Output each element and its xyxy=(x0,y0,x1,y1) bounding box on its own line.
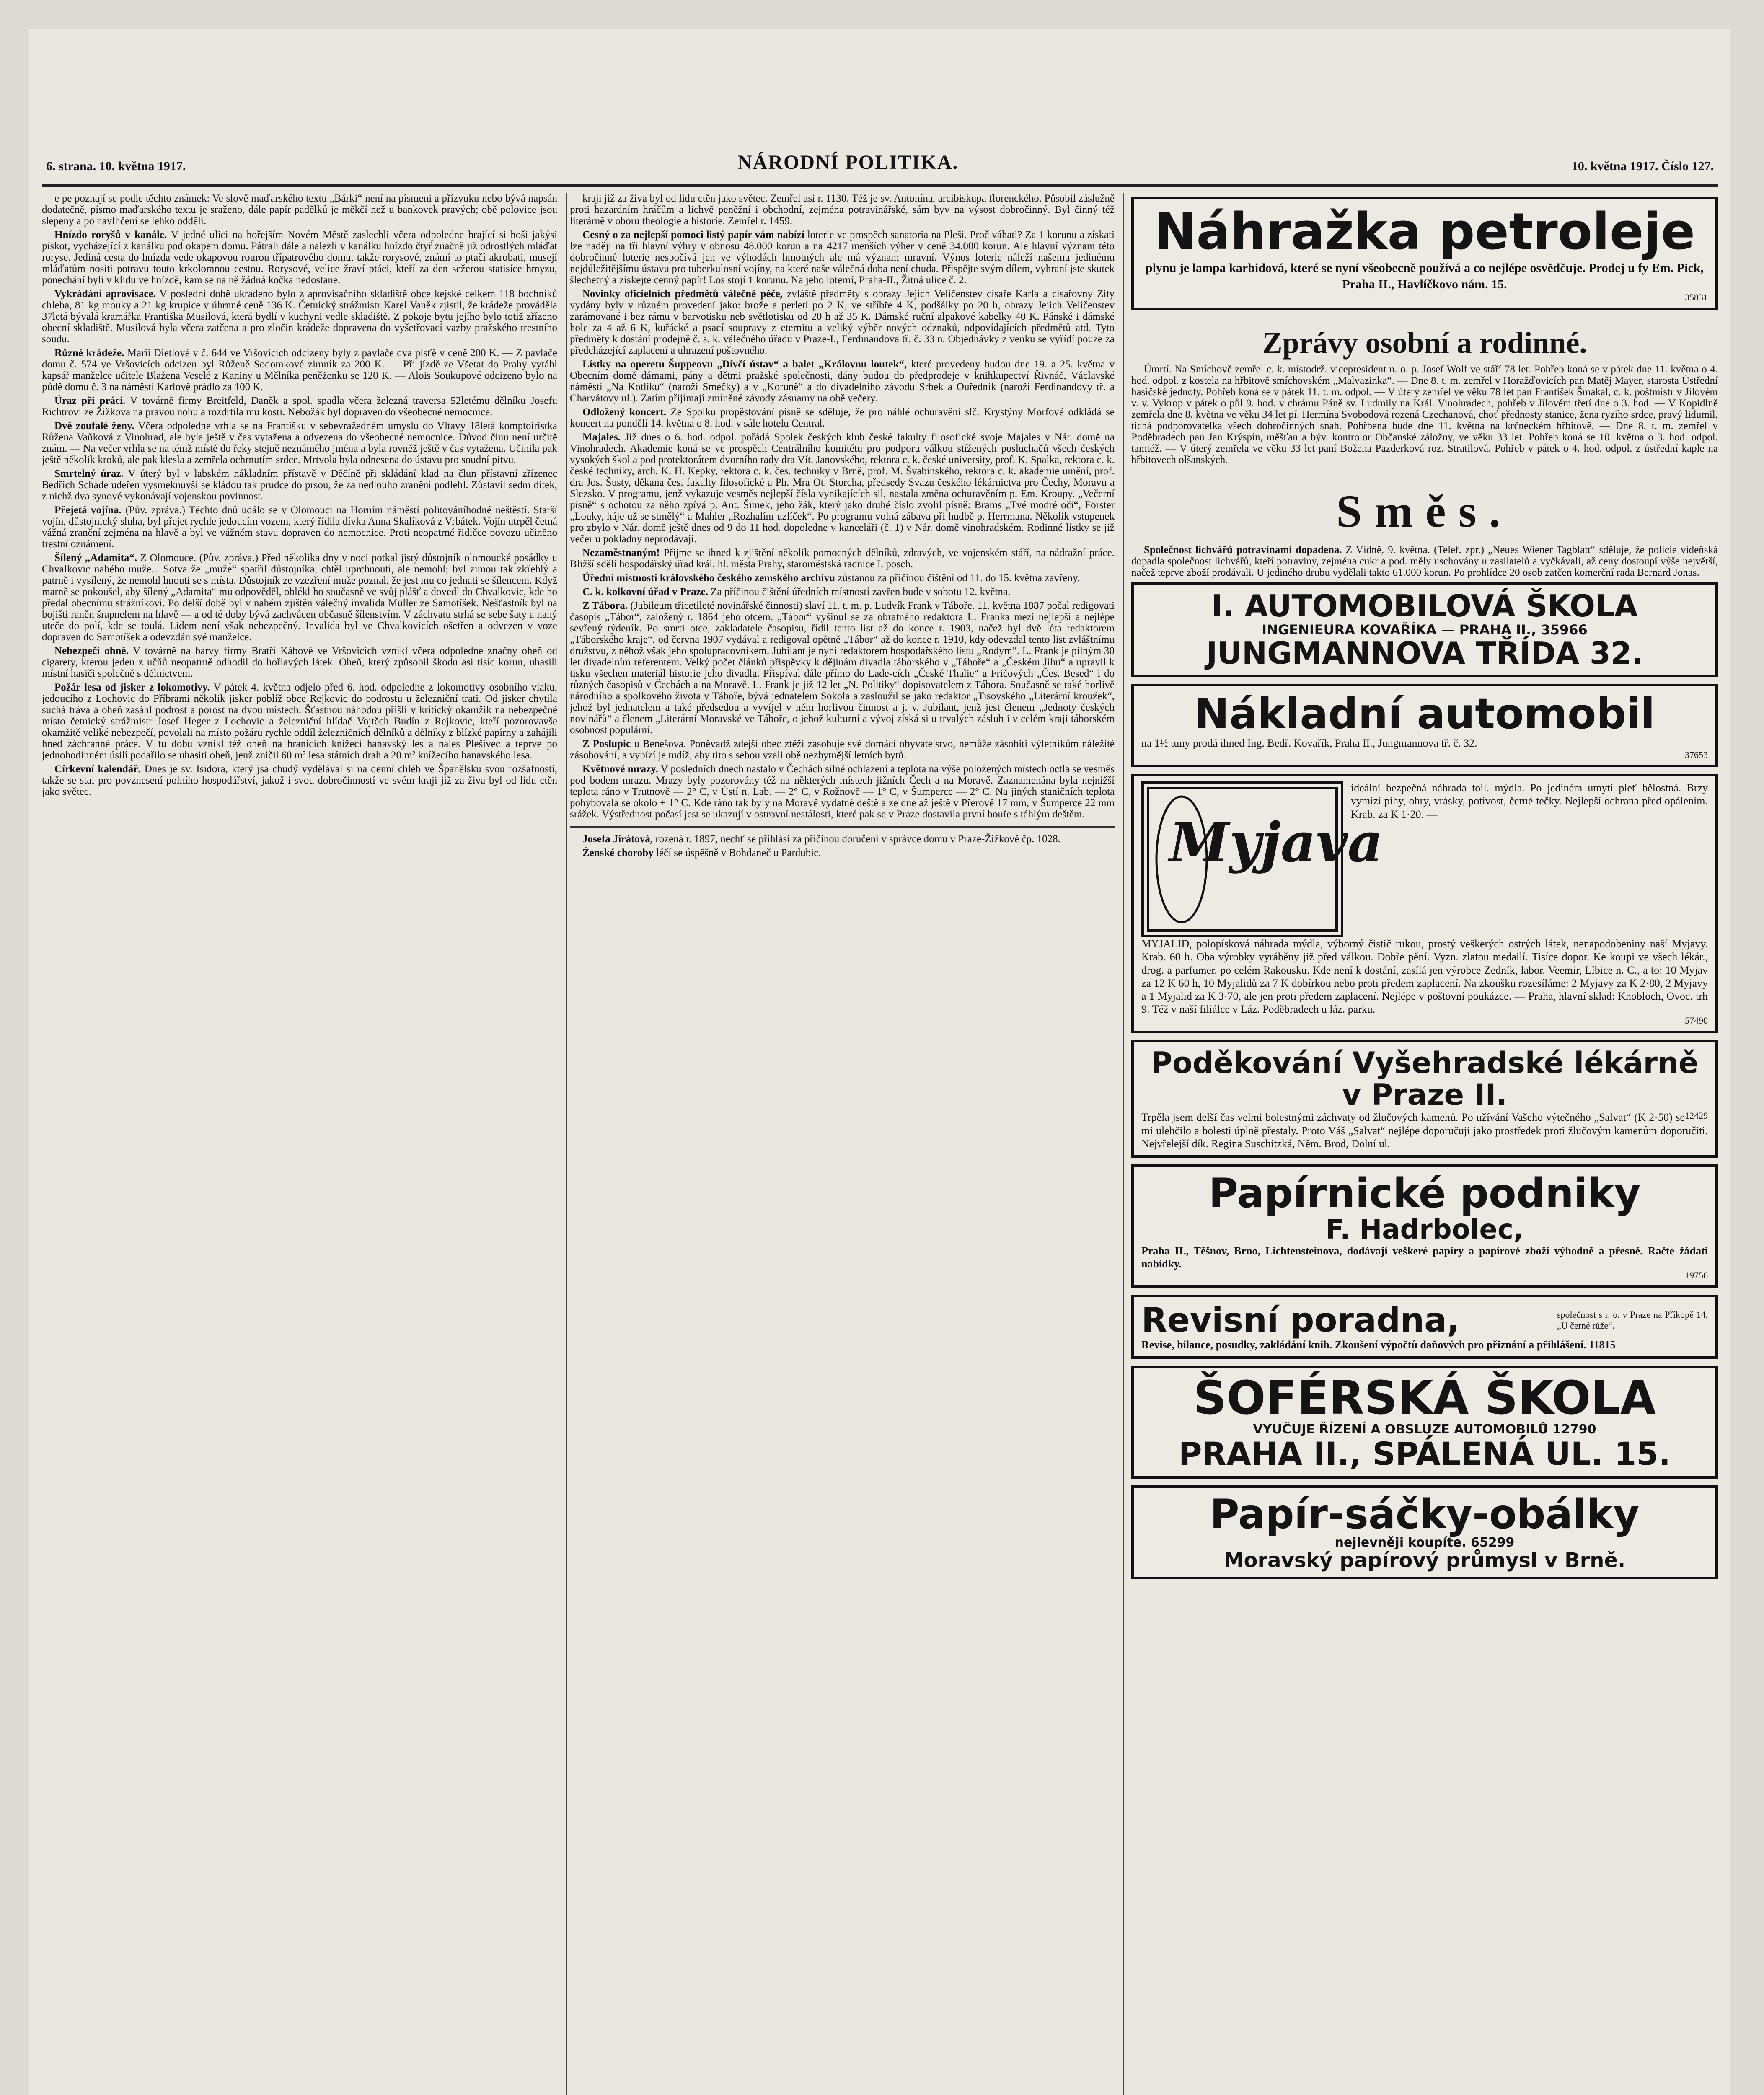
article-text: V továrně na barvy firmy Bratří Kábové ve Vršovicích vznikl včera odpoledne značný oheň od cigarety, kterou jeden z učňů neopatrně odhodil do hořlavých látek. Oheň, který způsobil škodu asi tisíc korun, uhasili místní hasiči společně s dělnictvem. xyxy=(42,645,557,679)
article-title: Úřední místnosti královského českého zemského archivu xyxy=(582,572,835,584)
ad-vysehrad-pharmacy xyxy=(1131,1040,1718,1158)
article xyxy=(570,586,1115,597)
article xyxy=(42,468,557,502)
article-text: Úmrtí. Na Smíchově zemřel c. k. místodrž. vicepresident n. o. p. Josef Wolf ve stáří 78 let. Pohřeb koná se v pátek dne 11. května o 4. hod. odpol. z kostela na hřbitově smíchovském „Malvazinka“. — Dne 8. t. m. zemřel v Horažďovicích pan Matěj Mayer, starosta Ústřední hasičské jednoty. Pohřeb koná se v pátek 11. t. m. odpol. — V úterý zemřel ve věku 78 let pan František Šmakal, c. k. poštmistr v Jílovém v. v. Vykrop v pátek o půl 9. hod. v chrámu Páně sv. Ludmily na Král. Vinohradech, pohřeb v Jílovém třetí dne o 3. hod. — V Kopidlně zemřela dne 8. května ve věku 34 let pí. Hermína Svobodová rozená Czechanová, choť přednosty stanice, žena ryzího srdce, pravý lidumil, tichá podporovatelka všech dobročinných snah. Pohřbena bude dne 11. května na krčneckém hřbitově. — Dne 8. t. m. zemřel v Poděbradech pan Jan Krýspín, měšťan a býv. kontrolor Občanské záložny, ve věku 33 let. Pohřeb koná se 10. května o 3. hod. odpol. tamtéž. — V úterý zemřela ve věku 33 let paní Božena Pazderková roz. Stratilová. Pohřeb v pátek o 4. hod. odpol. z ústřední kaple na hřbitovech olšanských. xyxy=(1131,363,1718,466)
newspaper-page xyxy=(29,29,1730,2095)
ad-text: plynu je lampa karbidová, které se nyní všeobecně používá a co nejlépe osvědčuje. Prodej u fy Em. Pick, Praha II., Havlíčkovo nám. 15. xyxy=(1146,261,1704,291)
issue-number-date: 10. května 1917. Číslo 127. xyxy=(1571,159,1714,173)
article xyxy=(570,229,1115,286)
article-text: Včera odpoledne vrhla se na Františku v sebevražedném úmyslu do Vltavy 18letá komptoiristka Růžena Vaňková z Vinohrad, ale byla ještě v čas vytažena a odvezena do všeobecné nemocnice. Důvod činu není určitě znám. — Na večer vrhla se na témž místě do řeky stejně neznámého jména a byla rovněž ještě v čas vytažena. Učinila pak ještě několik kroků, ale pak klesla a zemřela ochrnutím srdce. Mrtvola byla odnesena do ústavu pro soudní pitvu. xyxy=(42,420,558,466)
ad-header xyxy=(1141,1302,1708,1338)
ad-number: 12429 xyxy=(1685,1110,1708,1121)
article-text: Za příčinou čištění úředních místností zavřen bude v sobotu 12. května. xyxy=(711,586,1011,597)
divider xyxy=(570,826,1115,828)
article xyxy=(570,432,1115,545)
ad-number: 37653 xyxy=(1685,749,1708,760)
ad-subtitle xyxy=(1141,623,1708,637)
article-text: Přijme se ihned k zjištění několik pomocných dělníků, zdravých, ve vojenském stáří, na nádražní práce. Bližší sdělí hospodářský úřad král. hl. města Prahy, staroměstská radnice I. posch. xyxy=(570,547,1115,570)
article-text: Z Olomouce. (Pův. zpráva.) Před několika dny v noci potkal jistý důstojník olomoucké posádky u Chvalkovic nahého muže... Sotva že „muže“ spatřil důstojníka, chtěl uprchnouti, ale nemohl; byl zimou tak zkřehlý a patrně i vysílený, že nemohl hnouti se s místa. Důstojník ze vzezření muže poznal, že jest mu co jednati se šílencem. Když marně se pokoušel, aby šílený „Adamita“ mu odpověděl, oblékl ho současně ve svůj plášť a dovedl do Chvalkovic, kde ho předal obecnímu strážníkovi. Po delší době byl v nahém zjištěn válečný invalida Müller ze Samotíšek. Nešťastník byl na bojišti raněn šrapnelem na hlavě — a od té doby bývá zachvácen občasně šílenstvím. V záchvatu strhá se sebe šaty a nahý uteče do polí, kde se toulá. Lidem není však nebezpečný. Invalida byl ve Chvalkovicích ošetřen a odvezen v voze dopraven do Samotíšek a odevzdán své manželce. xyxy=(42,552,558,643)
ad-text: na 1½ tuny prodá ihned Ing. Bedř. Kovařík, Praha II., Jungmannova tř. č. 32. xyxy=(1141,737,1477,750)
ad-chauffeur-school xyxy=(1131,1366,1718,1478)
article xyxy=(570,738,1115,761)
column-2 xyxy=(570,193,1124,2095)
ad-title: Poděkování Vyšehradské lékárně v Praze II. xyxy=(1151,1046,1699,1112)
article-title: Josefa Jirátová, xyxy=(582,833,653,845)
ad-address: JUNGMANNOVA TŘÍDA 32. xyxy=(1206,635,1643,671)
article-title: Cesný o za nejlepší pomoci listý papír vám nabízí xyxy=(582,229,804,241)
article-title: Společnost lichvářů potravinami dopadena. xyxy=(1144,544,1342,556)
ad-driving-school xyxy=(1131,582,1718,677)
article-text: zůstanou za příčinou čištění od 11. do 15. května zavřeny. xyxy=(838,572,1080,584)
article-text: (Pův. zpráva.) Těchto dnů událo se v Olomouci na Horním náměstí politováníhodné neštěstí. Starší vojín, důstojnický sluha, byl přejet rychle jedoucím vozem, který řídila dívka Anna Skalíková z Vrbátek. Vojín utrpěl četná vážná zranění zejména na hlavě a byl ve vážném stavu dopraven do nemocnice. Proti neopatrné řidičce povozu učiněno trestní oznámení. xyxy=(42,504,558,550)
article-title: Šílený „Adamita“. xyxy=(54,552,137,564)
ad-company-name: F. Hadrbolec, xyxy=(1325,1214,1524,1245)
article xyxy=(42,395,557,418)
ad-title: Revisní poradna, xyxy=(1141,1300,1460,1340)
article-text: Již dnes o 6. hod. odpol. pořádá Spolek českých klub české fakulty filosofické svoje Majales v Nár. domě na Vinohradech. Akademie koná se ve prospěch Centrálního komitétu pro podporu válkou stížených posluchačů všech českých vysokých škol a pod protektorátem dvorního rady dra Vít. Janovského, rektora c. k. české university, prof. K. Spalka, rektora c. k. české techniky, arch. K. H. Kepky, rektora c. k. čes. techniky v Brně, prof. M. Švabinského, rektora c. k. akademie umění, prof. dra Jos. Šusty, děkana čes. fakulty filosofické a Ph. Mra Ot. Storcha, předsedy Svazu českého lékárnictva pro Čechy, Moravu a Slezsko. V programu, jenž vykazuje vesměs nejlepší čísla vynikajících sil, nastala změna ochuravěním p. Em. Kroupy. „Večerní písně“ s ochotou za něho zpívá p. Ant. Šimek, jeho žák, který jako druhé číslo zvolil písně: Brams „Tvé modré oči“, Förster „Louky, háje už se stmělý“ a Mahler „Rozhalím uzlíček“. Po programu volná zábava při hudbě p. Herrmana. Několik vstupenek pro zbylo v Nár. domě ještě dnes od 9 do 11 hod. dopoledne v kanceláři (č. 1) v Nár. domě vinohradském. Rodinné lístky se již večer u pokladny neprodávají. xyxy=(570,432,1115,545)
ad-text: Moravský papírový průmysl v Brně. xyxy=(1223,1548,1626,1572)
article xyxy=(42,682,557,761)
ad-petroleum-substitute xyxy=(1131,197,1718,310)
ad-side-text: společnost s r. o. v Praze na Příkopě 14, „U černé růže“. xyxy=(1557,1309,1708,1331)
running-head xyxy=(42,147,1718,187)
column-3 xyxy=(1131,193,1718,2095)
article-title: Církevní kalendář. xyxy=(54,763,141,775)
ad-subtitle xyxy=(1141,1423,1708,1436)
article xyxy=(42,763,557,797)
article-title: Ženské choroby xyxy=(582,847,654,859)
ad-number: 19756 xyxy=(1685,1270,1708,1281)
ad-number: 11815 xyxy=(1588,1339,1616,1351)
article xyxy=(570,288,1115,356)
article-title: Různé krádeže. xyxy=(54,347,124,359)
ad-subtitle-text: VYUČUJE ŘÍZENÍ A OBSLUZE AUTOMOBILŮ xyxy=(1253,1422,1548,1437)
article xyxy=(570,833,1115,845)
ad-text: MYJALID, polopísková náhrada mýdla, výborný čistič rukou, prostý veškerých ostrých látek, nenapodobeniny naší Myjavy. Krab. 60 h. Oba výrobky vyráběny již před válkou. Dobře pění. Vyzn. zlatou medailí. Tisíce dopor. Ke koupi ve všech lékár., drog. a parfumer. po celém Rakousku. Kde není k dostání, zasílá jen výrobce Zedník, labor. Veemir, Líbice n. C., a to: 10 Myjav za 12 K 60 h, 10 Myjalidů za 7 K dobírkou nebo proti předem zaplacení. Na zkoušku rozesíláme: 2 Myjavy za K 2·80, 2 Myjavy a 1 Myjalid za K 3·70, ale jen proti předem zaplacení. Nejlépe v poštovní poukázce. — Praha, hlavní sklad: Knobloch, Ovoc. trh 9. Též v naší filiálce v Láz. Poděbradech u láz. parku. xyxy=(1141,938,1708,1016)
article xyxy=(42,552,557,643)
article-title: Nebezpečí ohně. xyxy=(54,645,129,657)
article-text: Ze Spolku propěstování písně se sděluje, že pro náhlé ochuravění slč. Krystýny Morfové odkládá se koncert na pondělí 14. května o 8. hod. v sále hotelu Central. xyxy=(570,406,1115,429)
article xyxy=(1131,544,1718,578)
section-heading-miscellany: Směs. xyxy=(1336,485,1513,537)
ad-text xyxy=(1141,1338,1708,1351)
article xyxy=(570,763,1115,820)
ad-number: 35831 xyxy=(1685,292,1708,303)
article xyxy=(42,288,557,345)
article-text: léčí se úspěšně v Bohdaneč u Pardubic. xyxy=(656,847,821,859)
article xyxy=(42,229,557,286)
article-text: V továrně firmy Breitfeld, Daněk a spol. spadla včera železná traversa 52letému dělníku Josefu Richtrovi ze Žižkova na pravou nohu a rozdrtila mu kosti. Nebožák byl dopraven do všeobecné nemocnice. xyxy=(42,395,557,418)
ad-title: Nákladní automobil xyxy=(1194,689,1655,739)
ad-subtitle-text: INGENIEURA KOVAŘÍKA — PRAHA II., xyxy=(1262,622,1536,638)
article-title: Hnízdo roryšů v kanále. xyxy=(54,229,167,241)
ad-title: Papír-sáčky-obálky xyxy=(1210,1490,1640,1538)
column-1 xyxy=(42,193,567,2095)
article-text: kraji již za živa byl od lidu ctěn jako světec. Zemřel asi r. 1130. Též je sv. Antonína, arcibiskupa florenckého. Působil záslužně proti hazardním hráčům a lichvě peněžní i obchodní, zejména potravinářské, sám byv na výsost dobročinný. Byl činný též literárně v oboru theologie a historie. Zemřel r. 1459. xyxy=(570,193,1115,227)
article-text: Dnes je sv. Isidora, který jsa chudý vydělával si na denní chléb ve Španělsku svou rozšafností, takže se stal pro povznesení polního hospodářství, jakož i svou dobročinností ve svém kraji již za živa byl od lidu ctěn jako světec. xyxy=(42,763,557,797)
article-text: (Jubileum třicetileté novinářské činnosti) slaví 11. t. m. p. Ludvík Frank v Táboře. 11. května 1887 počal redigovati časopis „Tábor“, založený r. 1864 jeho otcem. „Tábor“ vyšinul se za obratného redaktora L. Franka mezi nejlepší a nejlépe sevřený týdeník. Po smrti otce, zakladatele časopisu, řídil tento list až do konce r. 1903, načež byl dvě léta redaktorem „Táborského kraje“, od června 1907 vydával a redigoval opětně „Tábor“ až do konce r. 1910, kdy odevzdal tento list zvláštnímu družstvu, z něhož však jeho spolupracovníkem. Jubilant je nyní redaktorem hospodářského listu „Rodym“. L. Frank je pilným 30 let divadelním referentem. Velký počet článků přispěvky k dějinám divadla táborského v „Táboře“ a „Českém Jihu“ a upravil k tisku všechen materiál historie jeho divadla. Přispíval dále přímo do Lade-cích „České Thalie“ a Fričových „Čes. Besed“ i do různých časopisů v Čechách a na Moravě. L. Frank je již 12 let „N. Politiky“ dopisovatelem z Tábora. Současně se také horlivě národního a spolkového života v Táboře, bývá jednatelem Sokola a zasloužil se jako redaktor „Tisovského „Literární kroužek“, jehož byl jednatelem a také předsedou a vyvíjel v něm horlivou činnost a j. v. Jubilant, jenž jest členem „Jednoty českých novinářů“ a členem „Literární Moravské ve Táboře, o jehož kulturní a vývoj získá si u trvalých zásluh i v celém kraji táborském osobnost populární. xyxy=(570,600,1115,736)
article xyxy=(42,347,557,393)
article-title: Nezaměstnaným! xyxy=(582,547,660,559)
ad-myjava-soap xyxy=(1131,774,1718,1033)
ad-number: 12790 xyxy=(1552,1422,1596,1437)
ad-text-body: Revise, bilance, posudky, zakládání knih. Zkoušení výpočtů daňových pro přiznání a přihlášení. xyxy=(1141,1339,1586,1351)
article xyxy=(42,504,557,550)
article-title: Vykrádání aprovisace. xyxy=(54,288,156,300)
article-text: V pátek 4. května odjelo před 6. hod. odpoledne z lokomotivy osobního vlaku, jedoucího z Lochovic do Příbrami několik jisker poblíž obce Rejkovic do podrostu u železniční trati. Od jisker chytila suchá tráva a oheň zasáhl podrost a porost na dvou místech. Šťastnou náhodou přišli v kritický okamžik na nebezpečné místo četnický strážmistr Josef Heger z Lochovic a železniční hlídač Vojtěch Budín z Rejkovic, kteří pozorovavše okamžitě veliké nebezpečí, povolali na místo požáru rychle oddíl železničních dělníků a dělníky z blízké papírny a zahájili hned záchranné práce. V tu dobu vznikl též oheň na hranicích knížecí hanavský les a nales Plešivec a teprve po jednohodinném úsilí podařilo se uhasiti oheň, jenž zničil 60 m² lesa státních drah a 20 m² knížecího hanavského lesa. xyxy=(42,682,557,761)
ad-title: I. AUTOMOBILOVÁ ŠKOLA xyxy=(1211,588,1638,624)
article-title: Přejetá vojína. xyxy=(54,504,122,516)
ad-text: Trpěla jsem delší čas velmi bolestnými záchvaty od žlučových kamenů. Po užívání Vašeho výtečného „Salvat“ (K 2·50) se mi ulehčilo a bolesti úplně přestaly. Proto Váš „Salvat“ nejlépe doporučuji jako prostředek proti žlučovým kamenům doporučiti. Nejvřelejší dík. Regina Suschitzká, Něm. Brod, Dolní ul. xyxy=(1141,1111,1708,1150)
article xyxy=(570,600,1115,736)
article-title: Úraz při práci. xyxy=(54,395,126,406)
ad-paper-bags xyxy=(1131,1485,1718,1579)
article-title: Odložený koncert. xyxy=(582,406,667,418)
ad-side-text: ideální bezpečná náhrada toil. mýdla. Po jediném umytí pleť bělostná. Brzy vymizí pihy, ohry, vrásky, potivost, černé tečky. Nejlepší ochrana před opálením. Krab. za K 1·20. — xyxy=(1351,782,1708,820)
article xyxy=(570,847,1115,859)
article-text: V úterý byl v labském nákladním přístavě v Děčíně při skládání klad na člun přístavní zřízenec Bedřich Schade udeřen vysmeknuvší se kládou tak prudce do prsou, že za nedlouho zranění podlehl. Zůstavil sedm dítek, z nichž dva synové vykonávají vojenskou povinnost. xyxy=(42,468,557,502)
article-title: Z Poslupic xyxy=(582,738,631,750)
ad-number: 65299 xyxy=(1470,1535,1515,1550)
article-text: u Benešova. Poněvadž zdejší obec ztěží zásobuje své domácí obyvatelstvo, nemůže zásobiti výletníkům náležité zásobování, a vybízí je tudíž, aby tito s sebou vzali obě nezbytnější letních bytů. xyxy=(570,738,1115,761)
ad-title: ŠOFÉRSKÁ ŠKOLA xyxy=(1193,1371,1656,1425)
page-number-date: 6. strana. 10. května 1917. xyxy=(46,159,186,173)
article-title: Z Tábora. xyxy=(582,600,628,611)
ad-address: PRAHA II., SPÁLENÁ UL. 15. xyxy=(1178,1435,1671,1472)
ad-subtitle-text: nejlevněji koupíte. xyxy=(1335,1535,1467,1550)
ad-text: Praha II., Těšnov, Brno, Lichtensteinova, dodávají veškeré papíry a papírové zboží výhodně a přesně. Račte žádati nabídky. xyxy=(1141,1244,1708,1270)
article-text: e pe poznají se podle těchto známek: Ve slově maďarského textu „Bárki“ není na písmeni a přízvuku nebo bývá napsán dodatečně, písmo maďarského textu je sraženo, dále papír padělků je měkčí než u bankovek pravých; obě polovice jsou slepeny a po navlhčení se lehko oddělí. xyxy=(42,193,557,227)
article-text: Z Vídně, 9. května. (Telef. zpr.) „Neues Wiener Tagblatt“ sděluje, že policie vídeňská dopadla společnost lichvářů, kteří potraviny, zejména cukr a pod. měly uschovány u zasilatelů a vyčkávali, až ceny dostoupí výše největší, načež teprve zboží prodávali. U jediného drubu vydělali takto 61.000 korun. Po prohlídce 20 osob zatčen komerční rada Bernard Jonas. xyxy=(1131,544,1718,579)
article-title: Smrtelný úraz. xyxy=(54,468,124,479)
article-title: Majales. xyxy=(582,432,621,443)
article-text: které provedeny budou dne 19. a 25. května v Obecním domě dámami, pány a dětmi pražské společnosti, dány budou do předprodeje v knihkupectví Řivnáč, Václavské náměstí „Na Kotlíku“ (naroží Smečky) a v „Koruně“ a do divadelního závodu Srbek a Ouředník (naroží Ferdinandovy tř. a Charvátovy ul.). Zatím přijímají zmíněné závody zásnamy na obě večery. xyxy=(570,359,1115,404)
article-title: C. k. kolkovní úřad v Praze. xyxy=(582,586,709,597)
article-title: Květnové mrazy. xyxy=(582,763,658,775)
article-text: V jedné ulici na hořejším Novém Městě zaslechli včera odpoledne hrající si hoši jakýsi pískot, vycházející z kanálku pod okapem domu. Pátrali dále a nalezli v kanálku hnízdo čtyř značně již odrostlých mláďat roryse. Jediná cesta do hnízda vede okapovou rourou třípatrového domu, takže rorysové, známí to ptačí akrobati, musejí mláďatům nositi potravu touto krkolomnou cestou. Rorysové, velice žraví ptáci, kteří za den sežerou statisíce hmyzu, ponechání byli v klidu ve hnízdě, kam se na ně žádná kočka nedostane. xyxy=(42,229,557,286)
article xyxy=(42,645,557,679)
ad-number: 57490 xyxy=(1685,1015,1708,1026)
ad-truck-for-sale xyxy=(1131,684,1718,767)
article xyxy=(570,547,1115,570)
ad-paper-company xyxy=(1131,1164,1718,1288)
article-text: V poslední době ukradeno bylo z aprovisačního skladiště obce kejské celkem 118 bochníků chleba, 81 kg mouky a 21 kg krupice v úhrnné ceně 136 K. Četnický strážmistr Karel Vaněk zjistil, že krádeže prováděla 37letá bývalá kramářka Františka Musilová, která bydlí v kuchyni vedle skladiště. Z pokoje bytu jejího bylo totiž zřízeno obecní skladiště. Musilová byla včera zatčena a pro zločin krádeže dopravena do vyšetřovací vazby pražského trestního soudu. xyxy=(42,288,557,345)
article-text: rozená r. 1897, nechť se přihlásí za příčinou doručení v správce domu v Praze-Žižkově čp. 1028. xyxy=(655,833,1060,845)
ad-number: 35966 xyxy=(1541,622,1588,638)
article-title: Požár lesa od jisker z lokomotivy. xyxy=(54,682,210,693)
article-text: zvláště předměty s obrazy Jejích Veličenstev císaře Karla a císařovny Zity vydány byly v různém provedení jako: brože a perleti po 2 K, ve stříbře 4 K, podšálky po 20 h, obrazy Jejich Veličenstev zarámované i bez rámu v barvotisku neb světlotisku od 20 h až 35 K. Dámské ruční alpakové kabelky 40 K. Pánské i dámské hole za 4 až 6 K, kuřácké a psací soupravy z eternitu a veliký výběr nových odznaků, odpovídajících předmětů atd. Tyto předměty k dostání prodejně č. s. k. válečného úřadu v Praze-I., Ferdinandova tř. č. 33 n. Objednávky z venku se vyřídí pouze za předcházející zaplacení a uhrazení poštovného. xyxy=(570,288,1115,356)
ad-header xyxy=(1141,781,1708,937)
article-title: Lístky na operetu Šuppeovu „Dívčí ústav“ a balet „Královnu loutek“, xyxy=(582,359,907,370)
section-heading-personal-news: Zprávy osobní a rodinné. xyxy=(1262,326,1587,360)
ad-audit-office xyxy=(1131,1295,1718,1359)
article xyxy=(570,572,1115,584)
article-title: Novinky oficielních předmětů válečné péče, xyxy=(582,288,783,300)
myjava-logo-text: Myjava xyxy=(1169,810,1383,875)
article-text: Marii Dietlové v č. 644 ve Vršovicích odcizeny byly z pavlače dva plsťě v ceně 200 K. — Z pavlače domu č. 574 ve Vršovicích odcizen byl Růženě Sodomkové zimník za 200 K. — Při jízdě ze Všetat do Prahy vytáhl kapsář manželce učitele Blažena Veselé z Kaniny u Mělníka peněženku se 120 K. — Alois Soukupové odcizeno bylo na půdě domu č. 3 na náměstí Karlově prádlo za 100 K. xyxy=(42,347,557,393)
myjava-logo xyxy=(1141,781,1383,937)
newspaper-title: NÁRODNÍ POLITIKA. xyxy=(737,151,959,173)
article-text: V posledních dnech nastalo v Čechách silné ochlazení a teplota na výše položených místech octla se vesměs pod bodem mrazu. Mrazy byly pozorovány též na některých místech jižních Čech a na Moravě. Zaznamenána byla nejnižší teplota ráno v Trutnově — 2° C, v Ústí n. Lab. — 2° C, v Rožnově — 1° C, v Šumperce — 2° C. Na jiných staničních teplota pohybovala se okolo + 1° C. Kde ráno tak byly na Moravě vydatné deště a ze dne až ještě v Přerově 17 mm, v Šumperce 22 mm srážek. Výstřednost počasí jest se ukazují v ostrovní nestálosti, které pak se v Praze dostavila první bouře s táhlým deštěm. xyxy=(570,763,1115,820)
article-title: Dvě zoufalé ženy. xyxy=(54,420,134,432)
ad-subtitle xyxy=(1141,1536,1708,1549)
ad-title: Náhražka petroleje xyxy=(1154,203,1695,261)
article xyxy=(570,406,1115,429)
article xyxy=(570,359,1115,404)
article-text: loterie ve prospěch sanatoria na Pleši. Proč váhati? Za 1 korunu a získati lze naději na tři hlavní výhry v obnosu 48.000 korun a na 4217 menších výher v ceně 34.000 korun. Ale hlavní význam této dobročinné loterie nespočívá jen ve výhodách hmotných ale má význam mravní. Výnos loterie náleží našemu jedinému nejdůležitějšímu ústavu pro tuberkulosní vojíny, na které naše válečná doba není chuda. Přispějte svým dílem, vyhraní jste skutek šlechetný a získejte cenný papír! Los stojí 1 korunu. Na jeho loterní, Praha-II., Žitná ulice č. 2. xyxy=(570,229,1115,286)
ad-title: Papírnické podniky xyxy=(1208,1169,1641,1217)
article xyxy=(42,420,557,466)
